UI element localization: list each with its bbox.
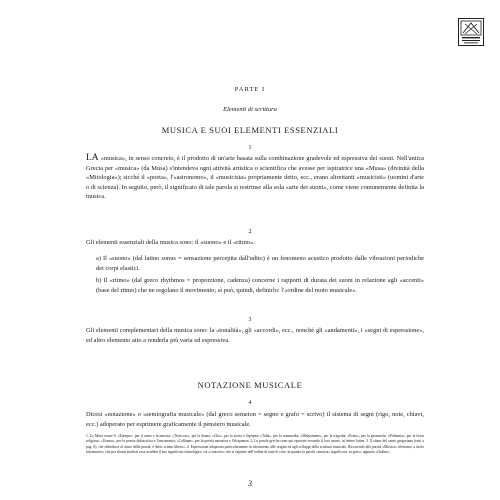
section-paragraph xyxy=(86,154,424,202)
section-paragraph: Gli elementi complementari della musica sono: la «tonalità», gli «accordi», ecc., nonché gli «andamenti», i «segni di espressione», ed altro elemento atto a renderla più varia ed espressiva. xyxy=(86,327,424,344)
footnotes: 1. Le Muse erano 9: «Euterpe», per il canto e la musica; «Tersicore», per la danza; «Clio», per la storia e l'epopea; «Talia», per la commedia; «Melpomene», per la tragedia; «Erato», per la geometria; «Polimnia», per la lirica religiosa; «Urania», per la poesia didascalica e l'astronomia; «Calliope», per la poesia narrativa e l'eloquenza. 2. Le parole greche sono qui riportate secondo il loro suono, in lettere latine. 3. Il ritmo del canto gregoriano (retti a pag. 6), che obbedisce al ritmo della parola, è detto «ritmo libero». 4. Espressione adoperata particolarmente in riferimento alle origini ed agli sviluppi della scrittura musicale. Ricorrendo alla parola «Musica» riferiamo, a titolo informativo, che per alcuni studiosi essa avrebbe il suo significato etimologico col «concerto» che si esprime nell'ordine di tutte le cose, in quanto la parola «musica» significava, in greco, appunto «Ordine». xyxy=(86,434,424,455)
drop-cap: LA xyxy=(86,153,99,163)
part-subtitle: Elementi di scrittura xyxy=(223,106,277,113)
section-paragraph: Gli elementi essenziali della musica sono: il «suono» e il «ritmo». xyxy=(86,239,255,246)
section-number: 1 xyxy=(248,145,252,151)
section-number: 2 xyxy=(248,229,252,235)
page-number: 3 xyxy=(248,479,252,488)
list-item: a) Il «suono» (dal latino sonus = sensazione percepita dall'udito) è un fenomeno acustico prodotto dalle vibrazioni periodiche dei corpi elastici. xyxy=(96,255,424,272)
publisher-logo-icon xyxy=(458,18,484,46)
section-title: NOTAZIONE MUSICALE xyxy=(197,380,303,390)
chapter-title: MUSICA E SUOI ELEMENTI ESSENZIALI xyxy=(161,125,339,135)
section-paragraph: Dicesi «notazione» o «semiografia musicale» (dal greco semeion = segno e grafo = scrivo) il sistema di segni (rigo, note, chiavi, ecc.) adoperato per esprimere graficamente il pensiero musicale. xyxy=(86,411,424,428)
paragraph-text: «musica», in senso concreto, è il prodotto di un'arte basata sulla combinazione gradevole ed espressiva dei suoni. Nell'antica Grecia per «musica» (da Musa) s'intendeva ogni attività artistica o scientifica che avesse per ispiratrice una «Musa» (divinità della «Mitologia»); sicché il «poeta», l'«astronomo», il «musicista» propriamente detto, ecc., erano altrettanti «musicisti» (uomini d'arte o di scienza). In seguito, però, il significato di tale parola si restrinse alla sola «arte dei suoni», come viene comunemente definita la musica. xyxy=(86,155,424,201)
section-number: 3 xyxy=(248,317,252,323)
part-heading: PARTE I xyxy=(234,86,266,93)
list-item: b) Il «ritmo» (dal greco rhythmos = proporzione, cadenza) concerne i rapporti di durata dei suoni in relazione agli «accenti» (base del ritmo) che ne regolano il movimento; sì può, quindi, definirlo: l'«ordine del moto musicale». xyxy=(96,277,424,294)
section-number: 4 xyxy=(248,400,252,406)
